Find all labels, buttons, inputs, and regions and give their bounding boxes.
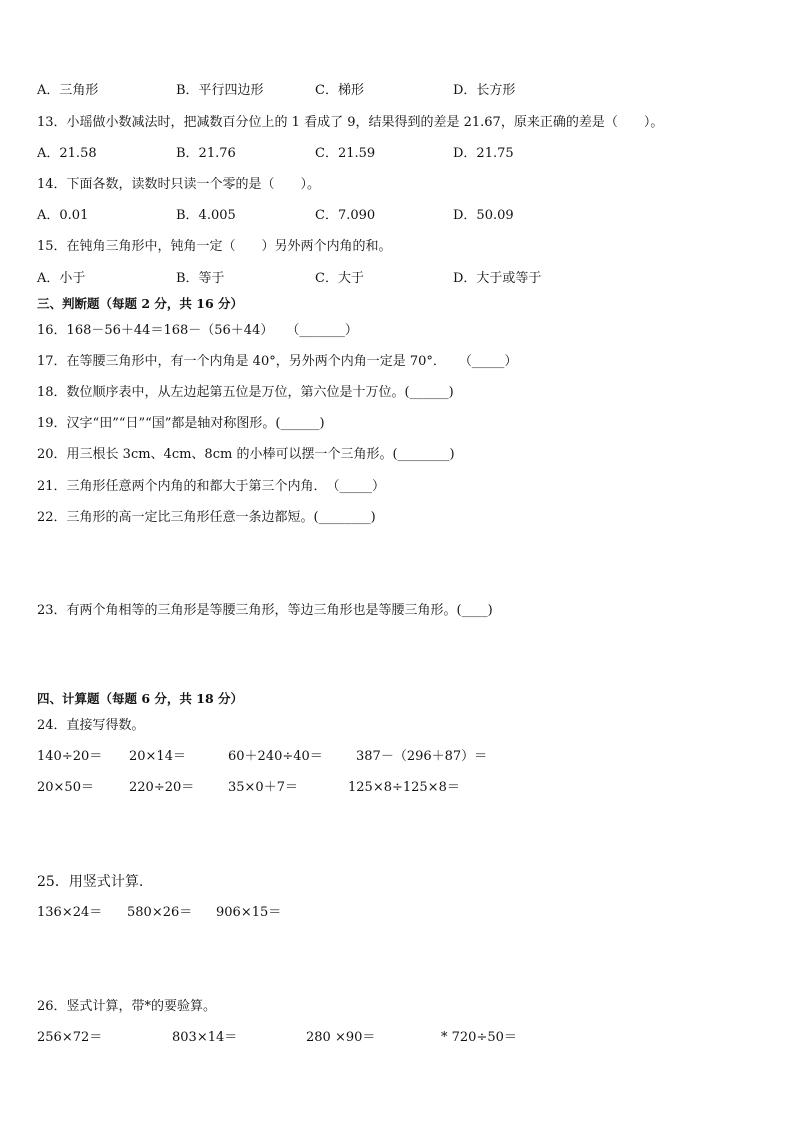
q15-option-b: B．等于 bbox=[176, 271, 225, 286]
q26-stem: 26．竖式计算，带*的要验算。 bbox=[37, 999, 217, 1014]
q12-option-d: D．长方形 bbox=[453, 83, 516, 98]
q24-r1-c3: 60＋240÷40＝ bbox=[228, 749, 323, 764]
q25-c2: 580×26＝ bbox=[127, 905, 193, 920]
q17: 17．在等腰三角形中，有一个内角是 40°，另外两个内角一定是 70°． （_____） bbox=[37, 354, 518, 369]
q14-option-a: A．0.01 bbox=[37, 208, 89, 223]
q15-option-a: A．小于 bbox=[37, 271, 86, 286]
q16: 16．168－56＋44＝168－（56＋44） （_______） bbox=[37, 323, 358, 338]
q12-option-b: B．平行四边形 bbox=[176, 83, 264, 98]
section3-title: 三、判断题（每题 2 分，共 16 分） bbox=[37, 296, 244, 311]
q14-option-c: C．7.090 bbox=[315, 208, 376, 223]
q23: 23．有两个角相等的三角形是等腰三角形，等边三角形也是等腰三角形。(____) bbox=[37, 603, 493, 618]
q13-stem: 13．小瑶做小数减法时，把减数百分位上的 1 看成了 9，结果得到的差是 21.67，原来正确的差是（ ）。 bbox=[37, 115, 664, 130]
q25-stem: 25．用竖式计算. bbox=[37, 874, 144, 890]
q13-option-b: B．21.76 bbox=[176, 146, 236, 161]
q24-r1-c2: 20×14＝ bbox=[129, 749, 186, 764]
q14-stem: 14．下面各数，读数时只读一个零的是（ ）。 bbox=[37, 177, 321, 192]
q15-option-c: C．大于 bbox=[315, 271, 364, 286]
q24-r2-c4: 125×8÷125×8＝ bbox=[348, 780, 460, 795]
q13-option-a: A．21.58 bbox=[37, 146, 97, 161]
q13-option-d: D．21.75 bbox=[453, 146, 514, 161]
q24-stem: 24．直接写得数。 bbox=[37, 718, 145, 733]
q24-r1-c4: 387－（296＋87）＝ bbox=[356, 749, 488, 764]
section4-title: 四、计算题（每题 6 分，共 18 分） bbox=[37, 691, 244, 706]
q24-r1-c1: 140÷20＝ bbox=[37, 749, 103, 764]
q24-r2-c3: 35×0＋7＝ bbox=[228, 780, 298, 795]
q18: 18．数位顺序表中，从左边起第五位是万位，第六位是十万位。(______) bbox=[37, 385, 454, 400]
q14-option-d: D．50.09 bbox=[453, 208, 514, 223]
q15-stem: 15．在钝角三角形中，钝角一定（ ）另外两个内角的和。 bbox=[37, 239, 392, 254]
q22: 22．三角形的高一定比三角形任意一条边都短。(________) bbox=[37, 510, 376, 525]
q20: 20．用三根长 3cm、4cm、8cm 的小棒可以摆一个三角形。(________) bbox=[37, 447, 455, 462]
q19: 19．汉字“田”“日”“国”都是轴对称图形。(______) bbox=[37, 416, 325, 431]
q12-option-a: A．三角形 bbox=[37, 83, 99, 98]
q24-r2-c2: 220÷20＝ bbox=[129, 780, 195, 795]
q26-c2: 803×14＝ bbox=[172, 1030, 238, 1045]
q25-c1: 136×24＝ bbox=[37, 905, 103, 920]
q12-option-c: C．梯形 bbox=[315, 83, 364, 98]
q15-option-d: D．大于或等于 bbox=[453, 271, 542, 286]
q25-c3: 906×15＝ bbox=[216, 905, 282, 920]
q14-option-b: B．4.005 bbox=[176, 208, 236, 223]
q24-r2-c1: 20×50＝ bbox=[37, 780, 94, 795]
q26-c1: 256×72＝ bbox=[37, 1030, 103, 1045]
q13-option-c: C．21.59 bbox=[315, 146, 376, 161]
q21: 21．三角形任意两个内角的和都大于第三个内角． （_____） bbox=[37, 479, 386, 494]
q26-c4: * 720÷50＝ bbox=[441, 1030, 517, 1045]
q26-c3: 280 ×90＝ bbox=[306, 1030, 376, 1045]
